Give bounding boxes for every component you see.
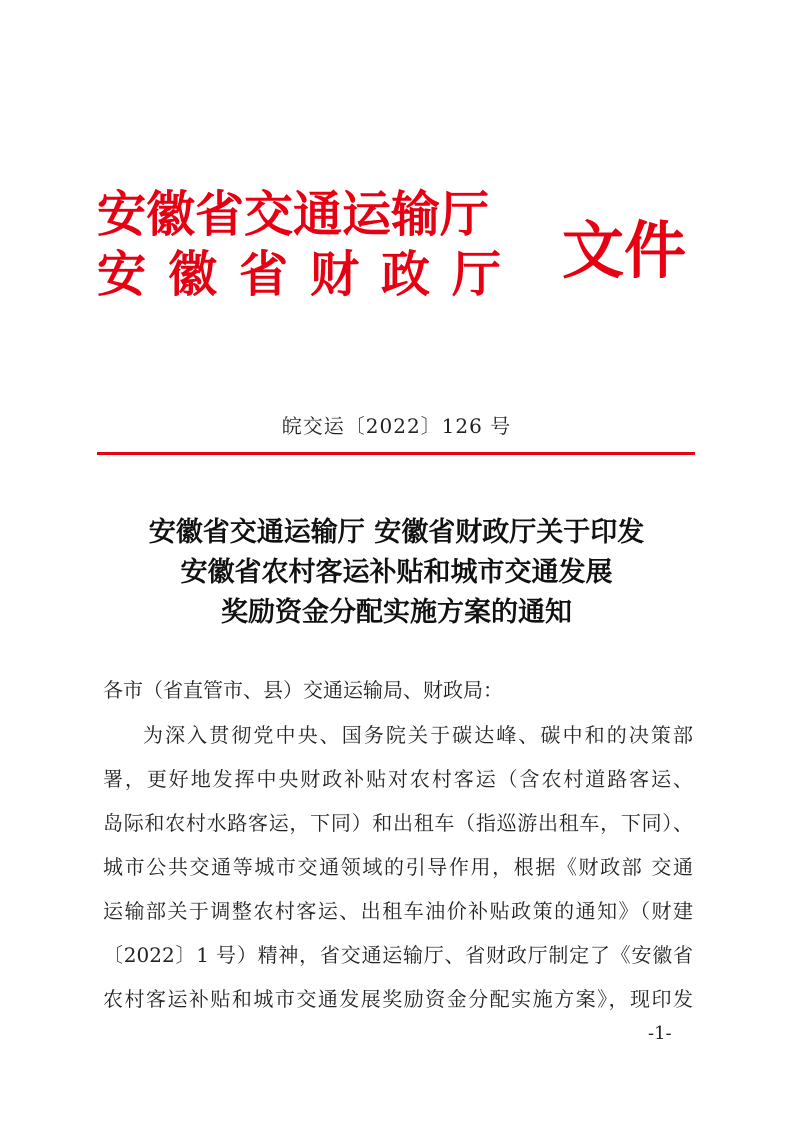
title-line-1: 安徽省交通运输厅 安徽省财政厅关于印发: [148, 517, 645, 548]
body-line: 运输部关于调整农村客运、出租车油价补贴政策的通知》（财建: [103, 899, 693, 923]
page-number: -1-: [648, 1023, 672, 1044]
body-line: 〔2022〕1 号）精神，省交通运输厅、省财政厅制定了《安徽省: [103, 943, 693, 967]
issuing-org-transport: 安徽省交通运输厅: [97, 185, 490, 243]
body-line: 农村客运补贴和城市交通发展奖励资金分配实施方案》，现印发: [103, 987, 693, 1011]
body-line: 署，更好地发挥中央财政补贴对农村客运（含农村道路客运、: [103, 767, 693, 791]
body-line: 为深入贯彻党中央、国务院关于碳达峰、碳中和的决策部: [143, 723, 693, 747]
document-number: 皖交运〔2022〕126 号: [281, 414, 512, 438]
issuing-org-finance: 安徽省财政厅: [97, 245, 524, 303]
body-line: 城市公共交通等城市交通领域的引导作用，根据《财政部 交通: [103, 855, 693, 879]
salutation: 各市（省直管市、县）交通运输局、财政局：: [103, 678, 503, 702]
body-line: 岛际和农村水路客运，下同）和出租车（指巡游出租车，下同）、: [103, 811, 693, 835]
red-divider: [97, 452, 695, 455]
document-label: 文件: [562, 214, 687, 287]
title-line-3: 奖励资金分配实施方案的通知: [221, 597, 572, 628]
document-header: [97, 184, 697, 324]
title-line-2: 安徽省农村客运补贴和城市交通发展: [180, 557, 613, 588]
document-title: [60, 513, 733, 633]
